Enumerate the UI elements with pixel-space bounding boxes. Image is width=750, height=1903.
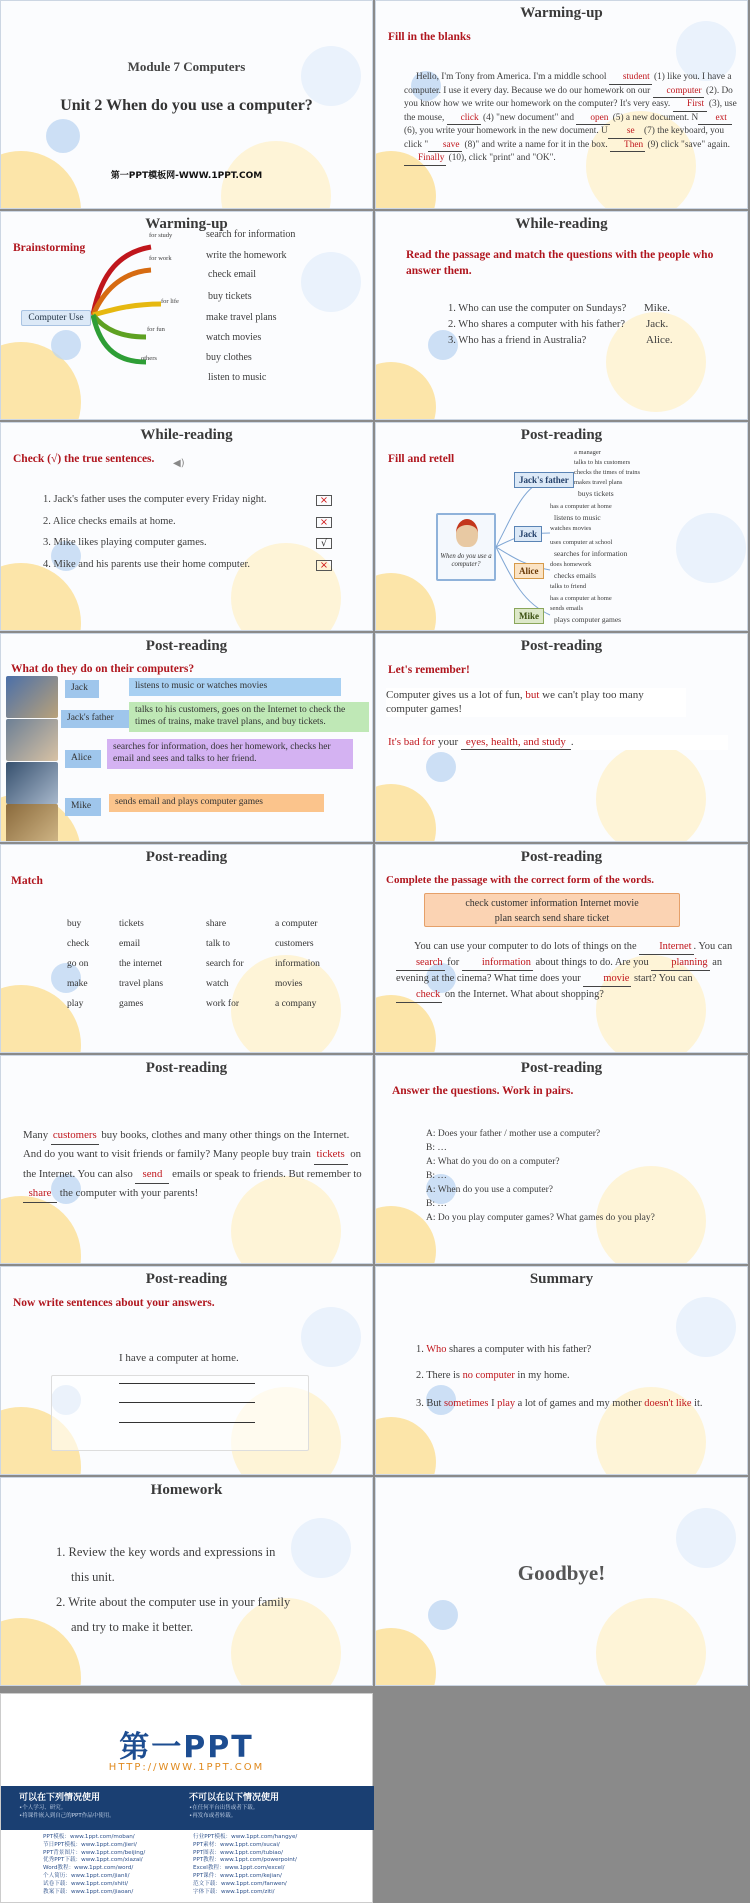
slide-lets-remember[interactable] [375,633,748,842]
slide-while-reading-check[interactable] [0,422,373,631]
slide-match[interactable] [0,844,373,1053]
match-word: check [67,939,90,949]
slide-heading: Post-reading [520,849,603,865]
slide-subheading: Answer the questions. Work in pairs. [392,1085,574,1097]
slide-subheading: Brainstorming [13,242,86,254]
match-answer: a computer [275,919,318,929]
blank-answer: se [608,125,642,139]
check-box[interactable]: √ [316,538,332,549]
slide-heading: Post-reading [145,1271,228,1287]
match-word: talk to [206,939,231,949]
slide-heading: Warming-up [145,216,228,232]
note-item: makes travel plans [574,479,623,486]
note-item: a manager [574,449,601,456]
example-sentence: I have a computer at home. [119,1352,239,1364]
decor-circle [0,985,84,1053]
summary-line-1: 1. Who shares a computer with his father? [416,1344,592,1355]
student-avatar [456,519,478,547]
person-tag: Alice [514,563,544,579]
idea-item: listen to music [208,372,267,383]
remember-line-2: It's bad for your eyes, health, and study . [388,735,728,750]
branch-label: others [141,355,157,362]
slide-subheading: Check (√) the true sentences. [13,453,155,465]
slide-write-sentences[interactable] [0,1266,373,1475]
person-tag: Jack [514,526,542,542]
note-item: checks the times of trains [574,469,641,476]
decor-circle [0,1196,81,1264]
check-box[interactable]: × [316,560,332,571]
name-label: Alice [65,750,101,768]
decor-circle [375,995,436,1053]
mindmap-center: Computer Use [21,310,91,326]
decor-circle [231,1598,341,1686]
writing-line[interactable] [119,1422,255,1423]
question: 1. Who can use the computer on Sundays? [448,303,627,314]
ad-logo: 第一PPT [119,1730,254,1765]
match-answer: travel plans [119,979,164,989]
statement: 1. Jack's father uses the computer every Friday night. [43,494,267,505]
slide-summary[interactable] [375,1266,748,1475]
note-answer: searches for information [554,549,628,558]
branch-label: for work [149,255,172,262]
idea-item: watch movies [206,332,262,343]
decor-circle [596,1598,706,1686]
statement: 3. Mike likes playing computer games. [43,537,207,548]
decor-circle [51,330,81,360]
match-word: make [67,979,88,989]
slide-heading: While-reading [140,427,233,443]
decor-circle [375,573,436,631]
idea-item: make travel plans [206,312,277,323]
name-label: Jack [65,680,99,698]
statement: 4. Mike and his parents use their home computer. [43,559,251,570]
blank-answer: First [673,98,707,112]
match-answer: the internet [119,959,162,969]
fill-passage: Hello, I'm Tony from America. I'm a middle school student (1) like you. I have a computer. I use it every day. Because we do our homework on our computer (2). Do you know how we write our homework on the computer? It's very easy. First (3), use the mouse, click (4) "new document" and open (5) a new document. N ext (6), you write your homework in the new document. U se (7) the keyboard, you click " save (8)" and write a name for it in the box. Then (9) click "save" again. Finally (10), click "print" and "OK". [404,71,740,166]
match-word: go on [67,959,89,969]
note-item: has a computer at home [550,595,612,602]
match-answer: customers [275,939,314,949]
slide-warming-up-fill[interactable] [375,0,748,209]
slide-heading: Post-reading [520,427,603,443]
blank-answer: computer [653,85,704,99]
activity-bar: talks to his customers, goes on the Internet to check the times of trains, make travel plans, and buy tickets. [129,702,369,732]
slide-homework[interactable] [0,1477,373,1686]
idea-item: search for information [206,229,296,240]
activity-bar: sends email and plays computer games [109,794,324,812]
idea-item: buy clothes [206,352,252,363]
blank-answer: click [447,112,481,126]
slide-subheading: Read the passage and match the questions with the people who answer them. [406,249,714,277]
note-answer: listens to music [554,513,601,522]
match-answer: movies [275,979,303,989]
slide-subheading: Match [11,875,43,887]
decor-circle [426,752,456,782]
idea-item: buy tickets [208,291,252,302]
decor-circle [676,1508,736,1568]
note-item: uses computer at school [550,539,613,546]
summary-line-3: 3. But sometimes I play a lot of games and my mother doesn't like it. [416,1398,703,1409]
slide-subheading: Let's remember! [388,664,470,676]
answer: Mike. [644,302,670,314]
match-word: buy [67,919,82,929]
dialog-line: A: Does your father / mother use a computer? [426,1129,601,1139]
summary-line-2: 2. There is no computer in my home. [416,1370,570,1381]
writing-line[interactable] [119,1383,255,1384]
photo-alice [6,762,58,804]
writing-area[interactable] [51,1375,309,1451]
statement: 2. Alice checks emails at home. [43,516,176,527]
branch-label: for study [149,232,173,239]
slide-heading: Post-reading [520,1060,603,1076]
note-item: watches movies [550,525,592,532]
activity-bar: searches for information, does her homework, checks her email and sees and talks to her friend. [107,739,353,769]
decor-circle [291,1518,351,1578]
dialog-line: B: … [426,1143,447,1153]
person-tag: Jack's father [514,472,574,488]
person-tag: Mike [514,608,544,624]
slide-fill-retell[interactable] [375,422,748,631]
brand-text: 第一PPT模板网-WWW.1PPT.COM [110,171,263,181]
blank-answer: save [428,139,462,153]
branch-label: for fun [147,326,165,333]
note-item: sends emails [550,605,584,612]
decor-circle [46,119,80,153]
note-answer: plays computer games [554,615,622,624]
homework-1: 1. Review the key words and expressions in [56,1545,276,1559]
unit-title: Unit 2 When do you use a computer? [60,97,313,114]
writing-line[interactable] [119,1402,255,1403]
slide-passage-practice[interactable] [0,1055,373,1264]
decor-circle [375,784,436,842]
practice-passage: Many customers buy books, clothes and many other things on the Internet. And do you want to visit friends or family? Many people buy train tickets on the Internet. You can also send emails or speak to friends. But remember to share the computer with your parents! [23,1126,363,1203]
speaker-icon[interactable]: ◀) [173,458,185,469]
note-item: has a computer at home [550,503,612,510]
match-answer: a company [275,999,317,1009]
dialog-line: B: … [426,1171,447,1181]
goodbye-text: Goodbye! [517,1561,606,1585]
homework-2-cont: and try to make it better. [71,1620,194,1634]
decor-circle [301,1307,361,1367]
mindmap-branches [91,212,201,420]
blank-answer: ext [698,112,732,126]
decor-circle [231,543,341,631]
homework-1-cont: this unit. [71,1570,115,1584]
complete-passage: You can use your computer to do lots of things on the Internet . You can search for information about things to do. Are you planning an evening at the cinema? What time does your movie start? You can check on the Internet. What about shopping? [396,939,736,1003]
slide-subheading: What do they do on their computers? [11,663,195,675]
decor-circle [0,563,81,631]
blank-answer: student [609,71,652,85]
match-answer: games [119,999,144,1009]
match-word: watch [206,979,229,989]
ad-links-left[interactable]: PPT模板：www.1ppt.com/moban/ 节日PPT模板：www.1ppt.com/jieri/ PPT背景图片：www.1ppt.com/beijing/ 优秀PPT下载：www.1ppt.com/xiazai/ Word教程：www.1ppt.com/word/ 个人简历：www.1ppt.com/jianli/ 试卷下载：www.1ppt.com/shiti/ 教案下载：www.1ppt.com/jiaoan/ [43,1834,146,1895]
homework-2: 2. Write about the computer use in your family [56,1595,291,1609]
slide-subheading: Complete the passage with the correct form of the words. [386,874,655,886]
ad-notice-band: 可以在下列情况使用 •个人学习、研究。 •将课件嵌入到自己的PPT作品中使用。 不可以在以下情况使用 •在任何平台出售或者下载。 •再发布或者转载。 [1,1786,374,1830]
question: 3. Who has a friend in Australia? [448,335,587,346]
answer: Alice. [646,334,673,346]
question: 2. Who shares a computer with his father? [448,319,626,330]
slide-subheading: Fill in the blanks [388,31,471,43]
ad-url[interactable]: HTTP://WWW.1PPT.COM [108,1762,265,1773]
check-box[interactable]: × [316,517,332,528]
decor-circle [596,744,706,842]
photo-mike [6,804,58,842]
match-word: share [206,919,227,929]
slide-subheading: Now write sentences about your answers. [13,1297,215,1309]
slide-what-do-they-do[interactable] [0,633,373,842]
slide-heading: Homework [150,1482,223,1498]
slide-heading: While-reading [515,216,608,232]
check-box[interactable]: × [316,495,332,506]
match-answer: email [119,939,141,949]
slide-subheading: Fill and retell [388,453,455,465]
decor-circle [375,1628,436,1686]
dialog-line: A: Do you play computer games? What games do you play? [426,1213,655,1223]
slide-while-reading-match[interactable] [375,211,748,420]
decor-circle [676,513,746,583]
slide-heading: Post-reading [145,1060,228,1076]
decor-circle [375,1417,436,1475]
blank-answer: open [576,112,610,126]
match-word: play [67,999,84,1009]
slide-heading: Post-reading [145,638,228,654]
answer: Jack. [646,318,669,330]
note-item: talks to friend [550,583,587,590]
match-answer: tickets [119,919,144,929]
slide-heading: Post-reading [145,849,228,865]
note-answer: checks emails [554,571,596,580]
decor-circle [676,1297,736,1357]
name-label: Mike [65,798,101,816]
match-word: search for [206,959,244,969]
empty-cell [374,1693,750,1903]
blank-answer: Finally [404,152,446,166]
slide-brainstorming[interactable] [0,211,373,420]
dialog-line: A: When do you use a computer? [426,1185,553,1195]
slide-heading: Warming-up [520,5,603,21]
slide-complete-passage[interactable] [375,844,748,1053]
branch-label: for life [161,298,179,305]
mindmap-center-card: When do you use a computer? [436,513,496,581]
decor-circle [428,1600,458,1630]
idea-item: check email [208,269,257,280]
note-item: does homework [550,561,592,568]
decor-circle [0,1618,81,1686]
dialog-line: A: What do you do on a computer? [426,1157,560,1167]
activity-bar: listens to music or watches movies [129,678,341,696]
remember-line-1: Computer gives us a lot of fun, but we can't play too many computer games! [386,688,686,717]
idea-item: write the homework [206,250,287,261]
decor-circle [301,252,361,312]
word-bank: check customer information Internet movie plan search send share ticket [424,893,680,927]
publisher-ad-slide[interactable] [0,1693,373,1903]
note-answer: buys tickets [578,489,614,498]
dialog-line: B: … [426,1199,447,1209]
module-title: Module 7 Computers [127,59,246,74]
slide-pair-work[interactable] [375,1055,748,1264]
note-item: talks to his customers [574,459,631,466]
slide-goodbye[interactable] [375,1477,748,1686]
name-label: Jack's father [61,710,129,728]
photo-jack [6,676,58,718]
match-answer: information [275,959,320,969]
photo-jacks-father [6,719,58,761]
slide-heading: Post-reading [520,638,603,654]
blank-answer: Then [610,139,645,153]
decor-circle [375,362,436,420]
slide-title[interactable] [0,0,373,209]
slide-heading: Summary [529,1271,594,1287]
match-word: work for [206,999,239,1009]
ad-links-right[interactable]: 行业PPT模板：www.1ppt.com/hangye/ PPT素材：www.1ppt.com/sucai/ PPT图表：www.1ppt.com/tubiao/ PPT教程：www.1ppt.com/powerpoint/ Excel教程：www.1ppt.com/excel/ PPT课件：www.1ppt.com/kejian/ 范文下载：www.1ppt.com/fanwen/ 字体下载：www.1ppt.com/ziti/ [193,1834,298,1895]
